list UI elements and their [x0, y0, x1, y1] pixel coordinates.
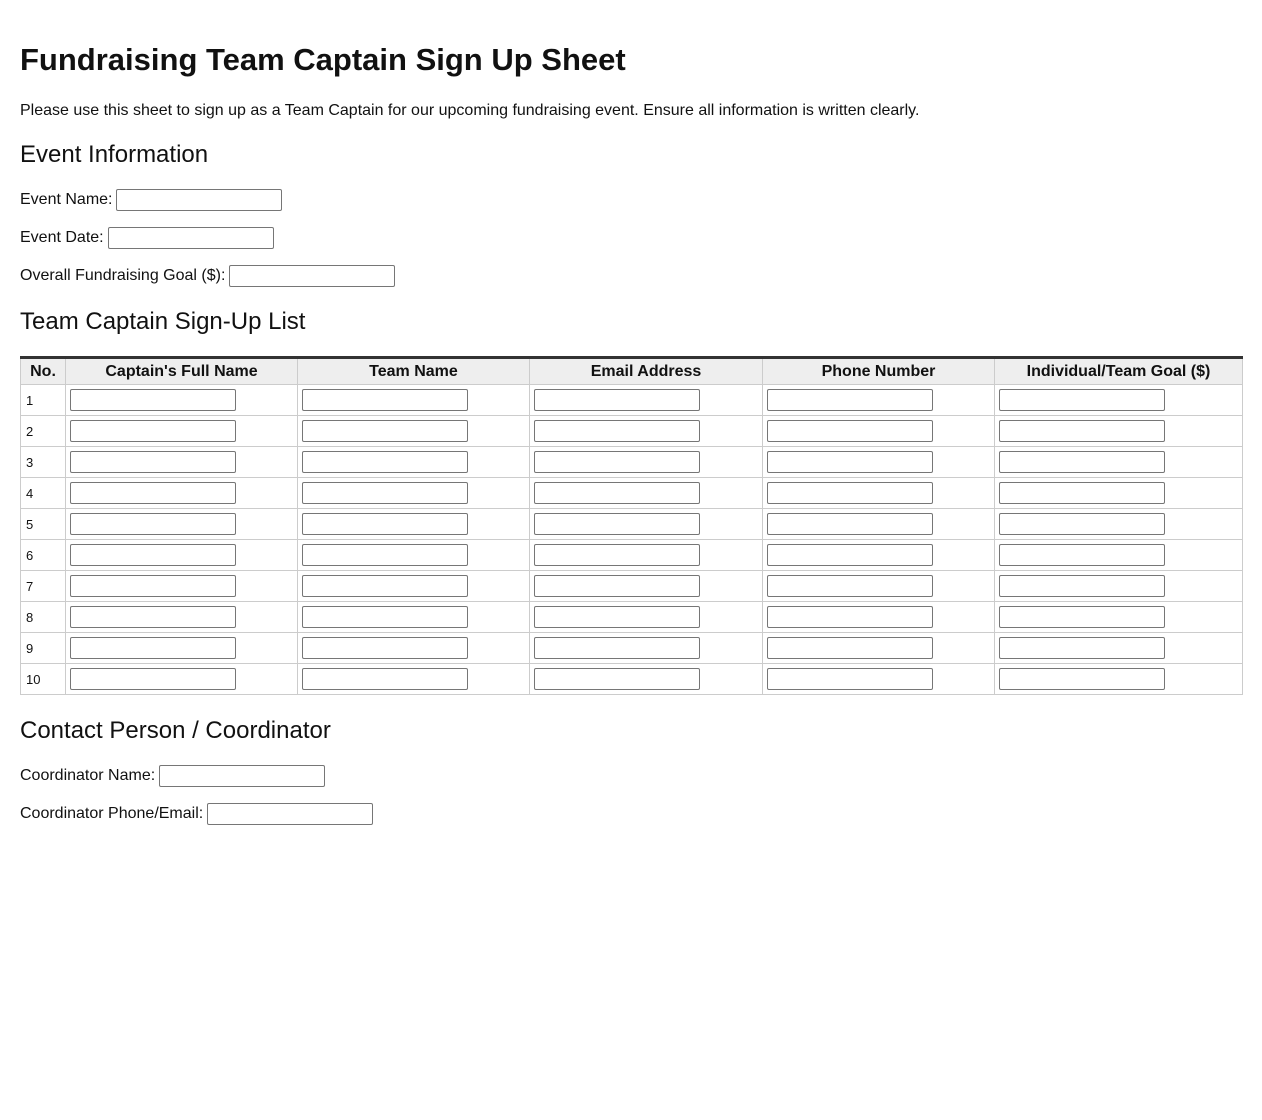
table-cell	[530, 509, 763, 540]
table-cell	[66, 664, 298, 695]
email-input[interactable]	[534, 482, 700, 504]
coordinator-name-label: Coordinator Name:	[20, 767, 156, 784]
table-cell	[995, 633, 1243, 664]
phone-input[interactable]	[767, 451, 933, 473]
row-number: 6	[21, 540, 66, 571]
email-input[interactable]	[534, 420, 700, 442]
captain-name-input[interactable]	[70, 420, 236, 442]
table-cell	[763, 478, 995, 509]
table-cell	[530, 416, 763, 447]
team-name-input[interactable]	[302, 668, 468, 690]
captain-name-input[interactable]	[70, 544, 236, 566]
row-number: 7	[21, 571, 66, 602]
email-input[interactable]	[534, 575, 700, 597]
table-row	[21, 447, 1243, 478]
captain-name-input[interactable]	[70, 389, 236, 411]
table-cell	[298, 385, 530, 416]
table-cell	[763, 664, 995, 695]
captain-name-input[interactable]	[70, 451, 236, 473]
event-name-input[interactable]	[116, 189, 282, 211]
table-row	[21, 478, 1243, 509]
table-cell	[298, 540, 530, 571]
phone-input[interactable]	[767, 668, 933, 690]
goal-input[interactable]	[999, 513, 1165, 535]
coordinator-contact-label: Coordinator Phone/Email:	[20, 805, 204, 822]
row-number: 10	[21, 664, 66, 695]
event-date-input[interactable]	[108, 227, 274, 249]
table-cell	[995, 509, 1243, 540]
page-title: Fundraising Team Captain Sign Up Sheet	[20, 42, 626, 77]
email-input[interactable]	[534, 389, 700, 411]
table-cell	[763, 385, 995, 416]
goal-input[interactable]	[999, 668, 1165, 690]
table-header-row	[21, 358, 1243, 385]
goal-input[interactable]	[999, 606, 1165, 628]
table-cell	[298, 633, 530, 664]
captain-name-input[interactable]	[70, 513, 236, 535]
row-number: 1	[21, 385, 66, 416]
table-cell	[66, 633, 298, 664]
phone-input[interactable]	[767, 420, 933, 442]
team-name-input[interactable]	[302, 606, 468, 628]
coordinator-contact-row	[20, 803, 373, 825]
table-row	[21, 633, 1243, 664]
table-cell	[530, 478, 763, 509]
table-cell	[763, 602, 995, 633]
table-cell	[763, 416, 995, 447]
table-cell	[66, 602, 298, 633]
fundraising-goal-row	[20, 265, 395, 287]
column-header-team-name: Team Name	[298, 358, 530, 385]
column-header-email: Email Address	[530, 358, 763, 385]
table-cell	[995, 478, 1243, 509]
contact-heading: Contact Person / Coordinator	[20, 717, 331, 744]
table-cell	[763, 509, 995, 540]
table-cell	[66, 416, 298, 447]
email-input[interactable]	[534, 606, 700, 628]
table-cell	[530, 602, 763, 633]
row-number: 4	[21, 478, 66, 509]
table-cell	[995, 571, 1243, 602]
coordinator-name-row	[20, 765, 325, 787]
row-number: 5	[21, 509, 66, 540]
table-row	[21, 602, 1243, 633]
table-cell	[298, 571, 530, 602]
table-cell	[530, 664, 763, 695]
event-info-heading: Event Information	[20, 141, 209, 168]
table-cell	[298, 509, 530, 540]
row-number: 3	[21, 447, 66, 478]
fundraising-goal-label: Overall Fundraising Goal ($):	[20, 267, 226, 284]
table-cell	[763, 633, 995, 664]
table-cell	[995, 540, 1243, 571]
table-row	[21, 509, 1243, 540]
table-cell	[298, 478, 530, 509]
captain-name-input[interactable]	[70, 637, 236, 659]
table-row	[21, 540, 1243, 571]
row-number: 8	[21, 602, 66, 633]
table-cell	[995, 447, 1243, 478]
event-name-label: Event Name:	[20, 191, 113, 208]
goal-input[interactable]	[999, 482, 1165, 504]
table-cell	[530, 633, 763, 664]
team-name-input[interactable]	[302, 575, 468, 597]
intro-text: Please use this sheet to sign up as a Team Captain for our upcoming fundraising event. Ensure all information is written clearly.	[20, 102, 920, 119]
event-date-label: Event Date:	[20, 229, 104, 246]
phone-input[interactable]	[767, 482, 933, 504]
email-input[interactable]	[534, 668, 700, 690]
signup-list-heading: Team Captain Sign-Up List	[20, 308, 306, 335]
table-cell	[66, 571, 298, 602]
table-cell	[763, 540, 995, 571]
phone-input[interactable]	[767, 389, 933, 411]
row-number: 9	[21, 633, 66, 664]
table-cell	[995, 385, 1243, 416]
signup-table	[20, 356, 1243, 695]
captain-name-input[interactable]	[70, 575, 236, 597]
team-name-input[interactable]	[302, 389, 468, 411]
goal-input[interactable]	[999, 544, 1165, 566]
goal-input[interactable]	[999, 420, 1165, 442]
team-name-input[interactable]	[302, 420, 468, 442]
signup-table-body	[21, 385, 1243, 695]
table-cell	[298, 416, 530, 447]
column-header-phone: Phone Number	[763, 358, 995, 385]
table-row	[21, 416, 1243, 447]
table-cell	[66, 540, 298, 571]
email-input[interactable]	[534, 513, 700, 535]
team-name-input[interactable]	[302, 451, 468, 473]
table-cell	[995, 602, 1243, 633]
table-row	[21, 385, 1243, 416]
column-header-captain-name: Captain's Full Name	[66, 358, 298, 385]
email-input[interactable]	[534, 451, 700, 473]
team-name-input[interactable]	[302, 482, 468, 504]
event-date-row	[20, 227, 274, 249]
goal-input[interactable]	[999, 451, 1165, 473]
team-name-input[interactable]	[302, 513, 468, 535]
table-cell	[530, 385, 763, 416]
goal-input[interactable]	[999, 575, 1165, 597]
table-row	[21, 664, 1243, 695]
table-cell	[530, 540, 763, 571]
phone-input[interactable]	[767, 513, 933, 535]
email-input[interactable]	[534, 637, 700, 659]
fundraising-goal-input[interactable]	[229, 265, 395, 287]
captain-name-input[interactable]	[70, 668, 236, 690]
column-header-no: No.	[21, 358, 66, 385]
table-cell	[995, 664, 1243, 695]
coordinator-name-input[interactable]	[159, 765, 325, 787]
captain-name-input[interactable]	[70, 482, 236, 504]
table-cell	[530, 447, 763, 478]
table-cell	[298, 602, 530, 633]
phone-input[interactable]	[767, 637, 933, 659]
event-name-row	[20, 189, 282, 211]
table-cell	[66, 478, 298, 509]
table-cell	[763, 571, 995, 602]
email-input[interactable]	[534, 544, 700, 566]
table-cell	[66, 509, 298, 540]
table-cell	[763, 447, 995, 478]
phone-input[interactable]	[767, 575, 933, 597]
team-name-input[interactable]	[302, 544, 468, 566]
table-cell	[66, 447, 298, 478]
phone-input[interactable]	[767, 544, 933, 566]
table-cell	[298, 447, 530, 478]
row-number: 2	[21, 416, 66, 447]
table-row	[21, 571, 1243, 602]
phone-input[interactable]	[767, 606, 933, 628]
table-cell	[66, 385, 298, 416]
goal-input[interactable]	[999, 389, 1165, 411]
table-cell	[530, 571, 763, 602]
captain-name-input[interactable]	[70, 606, 236, 628]
coordinator-contact-input[interactable]	[207, 803, 373, 825]
column-header-goal: Individual/Team Goal ($)	[995, 358, 1243, 385]
table-cell	[995, 416, 1243, 447]
goal-input[interactable]	[999, 637, 1165, 659]
team-name-input[interactable]	[302, 637, 468, 659]
table-cell	[298, 664, 530, 695]
